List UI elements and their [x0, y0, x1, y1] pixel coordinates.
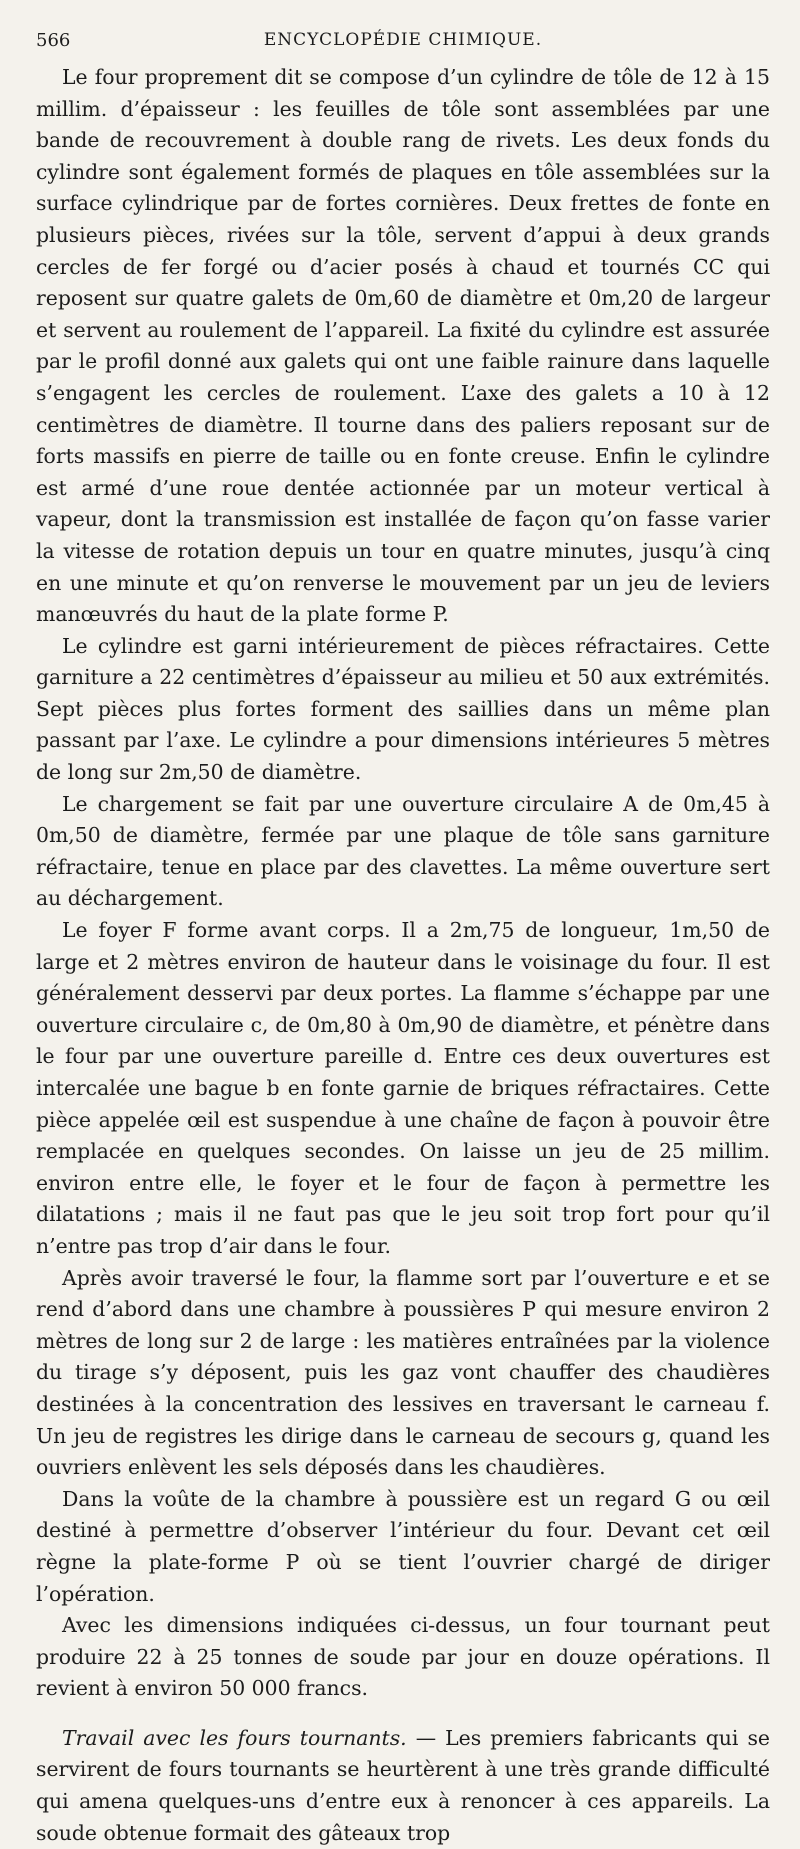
body-text — [36, 62, 770, 1849]
paragraph-production: Avec les dimensions indiquées ci-dessus, un four tournant peut produire 22 à 25 tonnes de soude par jour en douze opérations. Il revient à environ 50 000 francs. — [36, 1613, 770, 1701]
section-title: Travail avec les fours tournants. — [62, 1725, 407, 1750]
paragraph-foyer: Le foyer F forme avant corps. Il a 2m,75 de longueur, 1m,50 de large et 2 mètres environ de hauteur dans le voisinage du four. Il est généralement desservi par deux portes. La flamme s’échappe par une ouverture circulaire c, de 0m,80 à 0m,90 de diamètre, et pénètre dans le four par une ouverture pareille d. Entre ces deux ouvertures est intercalée une bague b en fonte garnie de briques réfractaires. Cette pièce appelée œil est suspendue à une chaîne de façon à pouvoir être remplacée en quelques secondes. On laisse un jeu de 25 millim. environ entre elle, le foyer et le four de façon à permettre les dilatations ; mais il ne faut pas que le jeu soit trop fort pour qu’il n’entre pas trop d’air dans le four. — [36, 918, 770, 1258]
paragraph-flamme: Après avoir traversé le four, la flamme sort par l’ouverture e et se rend d’abord dans une chambre à poussières P qui mesure environ 2 mètres de long sur 2 de large : les matières entraînées par la violence du tirage s’y déposent, puis les gaz vont chauffer des chaudières destinées à la concentration des lessives en traversant le carneau f. Un jeu de registres les dirige dans le carneau de secours g, quand les ouvriers enlèvent les sels déposés dans les chaudières. — [36, 1265, 770, 1480]
section-dash: — — [406, 1725, 446, 1750]
running-title: ENCYCLOPÉDIE CHIMIQUE. — [263, 30, 543, 50]
paragraph-regard: Dans la voûte de la chambre à poussière est un regard G ou œil destiné à permettre d’observer l’intérieur du four. Devant cet œil règne la plate-forme P où se tient l’ouvrier chargé de diriger l’opération. — [36, 1486, 770, 1606]
paragraph-four-description: Le four proprement dit se compose d’un cylindre de tôle de 12 à 15 millim. d’épaisseur : les feuilles de tôle sont assemblées par une bande de recouvrement à double rang de rivets. Les deux fonds du cylindre sont également formés de plaques en tôle assemblées sur la surface cylindrique par de fortes cornières. Deux frettes de fonte en plusieurs pièces, rivées sur la tôle, servent d’appui à deux grands cercles de fer forgé ou d’acier posés à chaud et tournés CC qui reposent sur quatre galets de 0m,60 de diamètre et 0m,20 de largeur et servent au roulement de l’appareil. La fixité du cylindre est assurée par le profil donné aux galets qui ont une faible rainure dans laquelle s’engagent les cercles de roulement. L’axe des galets a 10 à 12 centimètres de diamètre. Il tourne dans des paliers reposant sur de forts massifs en pierre de taille ou en fonte creuse. Enfin le cylindre est armé d’une roue dentée actionnée par un moteur vertical à vapeur, dont la transmission est installée de façon qu’on fasse varier la vitesse de rotation depuis un tour en quatre minutes, jusqu’à cinq en une minute et qu’on renverse le mouvement par un jeu de leviers manœuvrés du haut de la plate forme P. — [36, 65, 770, 627]
paragraph-garniture: Le cylindre est garni intérieurement de pièces réfractaires. Cette garniture a 22 centimètres d’épaisseur au milieu et 50 aux extrémités. Sept pièces plus fortes forment des saillies dans un même plan passant par l’axe. Le cylindre a pour dimensions intérieures 5 mètres de long sur 2m,50 de diamètre. — [36, 633, 770, 785]
page-number: 566 — [36, 30, 71, 51]
paragraph-chargement: Le chargement se fait par une ouverture circulaire A de 0m,45 à 0m,50 de diamètre, fermée par une plaque de tôle sans garniture réfractaire, tenue en place par des clavettes. La même ouverture sert au déchargement. — [36, 791, 770, 911]
section-paragraph — [36, 1723, 770, 1849]
section-text: Les premiers fabricants qui se servirent de fours tournants se heurtèrent à une très grande difficulté qui amena quelques-uns d’entre eux à renoncer à ces appareils. La soude obtenue formait des gâteaux trop — [36, 1725, 770, 1845]
running-header — [36, 0, 770, 60]
